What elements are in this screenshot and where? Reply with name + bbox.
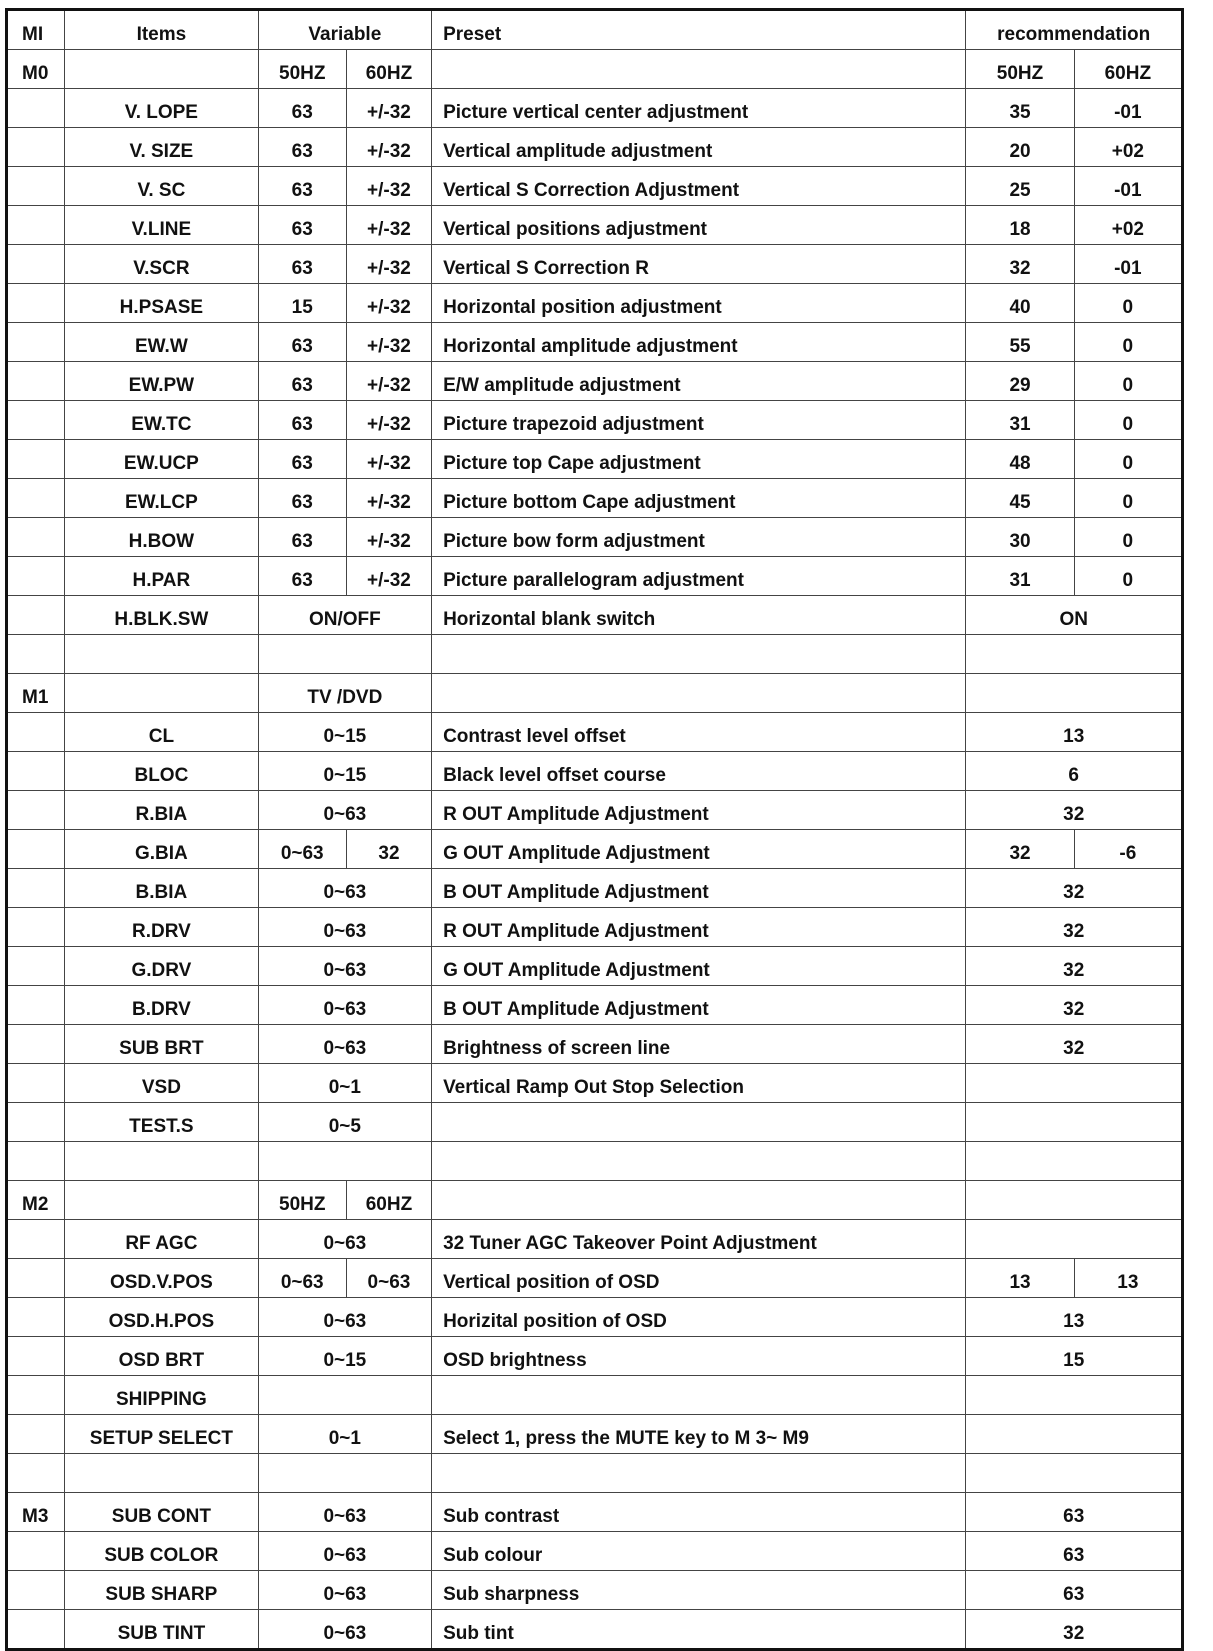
preset-cell: 32 Tuner AGC Takeover Point Adjustment xyxy=(432,1220,966,1259)
variable-cell: 0~63 xyxy=(258,1493,431,1532)
recommendation-60hz-cell: 0 xyxy=(1074,518,1182,557)
recommendation-cell xyxy=(966,674,1183,713)
recommendation-60hz-cell: -01 xyxy=(1074,89,1182,128)
item-cell: H.BLK.SW xyxy=(65,596,258,635)
table-row xyxy=(7,1454,1183,1493)
mode-cell xyxy=(7,1142,65,1181)
recommendation-cell xyxy=(966,1142,1183,1181)
table-row xyxy=(7,1337,1183,1376)
variable-50hz-cell: 63 xyxy=(258,440,346,479)
variable-cell xyxy=(258,635,431,674)
table-row xyxy=(7,362,1183,401)
item-cell: H.PSASE xyxy=(65,284,258,323)
variable-cell: 0~15 xyxy=(258,1337,431,1376)
variable-60hz-cell: +/-32 xyxy=(346,167,431,206)
variable-cell: 0~1 xyxy=(258,1064,431,1103)
preset-cell xyxy=(432,1454,966,1493)
variable-cell: 0~63 xyxy=(258,1025,431,1064)
item-cell xyxy=(65,1142,258,1181)
variable-50hz-cell: 63 xyxy=(258,479,346,518)
recommendation-50hz-cell: 31 xyxy=(966,401,1074,440)
preset-cell: E/W amplitude adjustment xyxy=(432,362,966,401)
variable-cell: 0~63 xyxy=(258,1220,431,1259)
preset-cell: Select 1, press the MUTE key to M 3~ M9 xyxy=(432,1415,966,1454)
table-row xyxy=(7,89,1183,128)
table-row xyxy=(7,752,1183,791)
preset-cell: Vertical positions adjustment xyxy=(432,206,966,245)
preset-cell: Vertical Ramp Out Stop Selection xyxy=(432,1064,966,1103)
recommendation-cell: 32 xyxy=(966,947,1183,986)
table-row xyxy=(7,1376,1183,1415)
preset-cell xyxy=(432,1142,966,1181)
variable-50hz-cell: 63 xyxy=(258,245,346,284)
variable-cell: 0~63 xyxy=(258,1610,431,1650)
variable-cell: 0~63 xyxy=(258,1532,431,1571)
recommendation-50hz-cell: 18 xyxy=(966,206,1074,245)
recommendation-60hz-cell: 0 xyxy=(1074,323,1182,362)
table-row xyxy=(7,1181,1183,1220)
mode-cell xyxy=(7,284,65,323)
header-items: Items xyxy=(65,10,258,50)
preset-cell: Brightness of screen line xyxy=(432,1025,966,1064)
preset-cell: Contrast level offset xyxy=(432,713,966,752)
preset-cell: G OUT Amplitude Adjustment xyxy=(432,830,966,869)
recommendation-cell: 13 xyxy=(966,1298,1183,1337)
recommendation-cell: ON xyxy=(966,596,1183,635)
variable-cell: TV /DVD xyxy=(258,674,431,713)
preset-cell: Picture bow form adjustment xyxy=(432,518,966,557)
table-row xyxy=(7,791,1183,830)
variable-60hz-cell: 60HZ xyxy=(346,1181,431,1220)
item-cell: SETUP SELECT xyxy=(65,1415,258,1454)
recommendation-cell: 13 xyxy=(966,713,1183,752)
recommendation-cell: 63 xyxy=(966,1571,1183,1610)
variable-60hz-cell: +/-32 xyxy=(346,323,431,362)
variable-60hz-cell: +/-32 xyxy=(346,362,431,401)
preset-cell: Sub colour xyxy=(432,1532,966,1571)
mode-cell xyxy=(7,752,65,791)
recommendation-50hz-cell: 20 xyxy=(966,128,1074,167)
variable-60hz-cell: +/-32 xyxy=(346,479,431,518)
variable-cell: 0~63 xyxy=(258,869,431,908)
preset-cell: B OUT Amplitude Adjustment xyxy=(432,986,966,1025)
item-cell: G.BIA xyxy=(65,830,258,869)
mode-cell: M0 xyxy=(7,50,65,89)
mode-cell xyxy=(7,362,65,401)
mode-cell xyxy=(7,1532,65,1571)
item-cell: EW.W xyxy=(65,323,258,362)
preset-cell: Picture bottom Cape adjustment xyxy=(432,479,966,518)
adjustment-table xyxy=(5,8,1184,1651)
preset-cell: Horizontal position adjustment xyxy=(432,284,966,323)
item-cell: V. SC xyxy=(65,167,258,206)
recommendation-50hz-cell: 29 xyxy=(966,362,1074,401)
item-cell: G.DRV xyxy=(65,947,258,986)
table-row xyxy=(7,128,1183,167)
variable-50hz-cell: 0~63 xyxy=(258,830,346,869)
mode-cell xyxy=(7,830,65,869)
variable-60hz-cell: +/-32 xyxy=(346,284,431,323)
variable-50hz-cell: 63 xyxy=(258,206,346,245)
preset-cell xyxy=(432,1376,966,1415)
table-row xyxy=(7,518,1183,557)
header-recommendation: recommendation xyxy=(966,10,1183,50)
item-cell: SUB SHARP xyxy=(65,1571,258,1610)
preset-cell: Picture trapezoid adjustment xyxy=(432,401,966,440)
mode-cell: M1 xyxy=(7,674,65,713)
table-row xyxy=(7,1103,1183,1142)
item-cell: OSD BRT xyxy=(65,1337,258,1376)
table-row xyxy=(7,440,1183,479)
recommendation-cell: 32 xyxy=(966,1610,1183,1650)
item-cell: CL xyxy=(65,713,258,752)
variable-50hz-cell: 0~63 xyxy=(258,1259,346,1298)
variable-60hz-cell: +/-32 xyxy=(346,245,431,284)
recommendation-50hz-cell: 31 xyxy=(966,557,1074,596)
table-row xyxy=(7,557,1183,596)
recommendation-cell xyxy=(966,1415,1183,1454)
table-row xyxy=(7,1298,1183,1337)
recommendation-cell xyxy=(966,1064,1183,1103)
recommendation-cell xyxy=(966,635,1183,674)
recommendation-cell: 32 xyxy=(966,791,1183,830)
recommendation-cell: 63 xyxy=(966,1532,1183,1571)
mode-cell xyxy=(7,206,65,245)
table-row xyxy=(7,713,1183,752)
variable-cell: 0~63 xyxy=(258,1571,431,1610)
recommendation-50hz-cell: 40 xyxy=(966,284,1074,323)
mode-cell xyxy=(7,557,65,596)
mode-cell xyxy=(7,245,65,284)
table-row xyxy=(7,479,1183,518)
item-cell: OSD.V.POS xyxy=(65,1259,258,1298)
recommendation-cell xyxy=(966,1454,1183,1493)
preset-cell: Sub contrast xyxy=(432,1493,966,1532)
recommendation-50hz-cell: 13 xyxy=(966,1259,1074,1298)
preset-cell: Horizital position of OSD xyxy=(432,1298,966,1337)
preset-cell xyxy=(432,50,966,89)
preset-cell: Vertical S Correction Adjustment xyxy=(432,167,966,206)
item-cell: B.DRV xyxy=(65,986,258,1025)
variable-60hz-cell: +/-32 xyxy=(346,518,431,557)
header-mi: MI xyxy=(7,10,65,50)
recommendation-60hz-cell: 0 xyxy=(1074,557,1182,596)
item-cell: SUB COLOR xyxy=(65,1532,258,1571)
preset-cell: OSD brightness xyxy=(432,1337,966,1376)
item-cell xyxy=(65,1454,258,1493)
recommendation-cell xyxy=(966,1103,1183,1142)
table-row xyxy=(7,1220,1183,1259)
item-cell: B.BIA xyxy=(65,869,258,908)
recommendation-60hz-cell: -01 xyxy=(1074,245,1182,284)
mode-cell xyxy=(7,1298,65,1337)
preset-cell: Vertical amplitude adjustment xyxy=(432,128,966,167)
recommendation-50hz-cell: 32 xyxy=(966,245,1074,284)
item-cell xyxy=(65,1181,258,1220)
variable-50hz-cell: 63 xyxy=(258,167,346,206)
variable-50hz-cell: 15 xyxy=(258,284,346,323)
item-cell: V. SIZE xyxy=(65,128,258,167)
variable-cell xyxy=(258,1454,431,1493)
variable-50hz-cell: 50HZ xyxy=(258,50,346,89)
table-row xyxy=(7,1259,1183,1298)
item-cell: V. LOPE xyxy=(65,89,258,128)
variable-60hz-cell: 60HZ xyxy=(346,50,431,89)
preset-cell xyxy=(432,635,966,674)
table-row xyxy=(7,674,1183,713)
variable-60hz-cell: +/-32 xyxy=(346,557,431,596)
variable-cell: 0~63 xyxy=(258,986,431,1025)
preset-cell: Picture parallelogram adjustment xyxy=(432,557,966,596)
mode-cell xyxy=(7,401,65,440)
preset-cell xyxy=(432,1181,966,1220)
recommendation-cell: 32 xyxy=(966,1025,1183,1064)
preset-cell: Horizontal amplitude adjustment xyxy=(432,323,966,362)
recommendation-60hz-cell: -6 xyxy=(1074,830,1182,869)
preset-cell: Picture vertical center adjustment xyxy=(432,89,966,128)
table-row xyxy=(7,1064,1183,1103)
variable-60hz-cell: +/-32 xyxy=(346,401,431,440)
variable-cell: 0~63 xyxy=(258,908,431,947)
variable-cell: 0~1 xyxy=(258,1415,431,1454)
mode-cell xyxy=(7,1454,65,1493)
variable-50hz-cell: 63 xyxy=(258,401,346,440)
recommendation-50hz-cell: 30 xyxy=(966,518,1074,557)
table-row xyxy=(7,284,1183,323)
preset-cell xyxy=(432,1103,966,1142)
table-row xyxy=(7,908,1183,947)
item-cell: R.BIA xyxy=(65,791,258,830)
mode-cell xyxy=(7,908,65,947)
preset-cell: Vertical S Correction R xyxy=(432,245,966,284)
mode-cell xyxy=(7,89,65,128)
item-cell: TEST.S xyxy=(65,1103,258,1142)
recommendation-cell xyxy=(966,1181,1183,1220)
mode-cell xyxy=(7,1337,65,1376)
item-cell: H.PAR xyxy=(65,557,258,596)
table-row xyxy=(7,869,1183,908)
mode-cell xyxy=(7,713,65,752)
table-row xyxy=(7,1532,1183,1571)
mode-cell: M3 xyxy=(7,1493,65,1532)
recommendation-60hz-cell: 0 xyxy=(1074,284,1182,323)
recommendation-50hz-cell: 35 xyxy=(966,89,1074,128)
recommendation-60hz-cell: 60HZ xyxy=(1074,50,1182,89)
recommendation-60hz-cell: +02 xyxy=(1074,128,1182,167)
table-row xyxy=(7,947,1183,986)
variable-60hz-cell: +/-32 xyxy=(346,206,431,245)
table-row xyxy=(7,830,1183,869)
mode-cell xyxy=(7,1610,65,1650)
recommendation-cell: 6 xyxy=(966,752,1183,791)
recommendation-60hz-cell: 0 xyxy=(1074,362,1182,401)
mode-cell: M2 xyxy=(7,1181,65,1220)
header-row xyxy=(7,10,1183,50)
table-row xyxy=(7,1025,1183,1064)
recommendation-50hz-cell: 50HZ xyxy=(966,50,1074,89)
preset-cell xyxy=(432,674,966,713)
table-row xyxy=(7,1142,1183,1181)
table-row xyxy=(7,245,1183,284)
variable-50hz-cell: 50HZ xyxy=(258,1181,346,1220)
preset-cell: Vertical position of OSD xyxy=(432,1259,966,1298)
mode-cell xyxy=(7,869,65,908)
mode-cell xyxy=(7,986,65,1025)
variable-50hz-cell: 63 xyxy=(258,557,346,596)
variable-50hz-cell: 63 xyxy=(258,128,346,167)
mode-cell xyxy=(7,1220,65,1259)
mode-cell xyxy=(7,947,65,986)
recommendation-cell xyxy=(966,1220,1183,1259)
mode-cell xyxy=(7,479,65,518)
recommendation-cell: 32 xyxy=(966,869,1183,908)
recommendation-50hz-cell: 55 xyxy=(966,323,1074,362)
table-row xyxy=(7,50,1183,89)
variable-cell: 0~63 xyxy=(258,791,431,830)
mode-cell xyxy=(7,1025,65,1064)
item-cell: EW.LCP xyxy=(65,479,258,518)
mode-cell xyxy=(7,1103,65,1142)
mode-cell xyxy=(7,1064,65,1103)
item-cell: SUB BRT xyxy=(65,1025,258,1064)
variable-60hz-cell: +/-32 xyxy=(346,128,431,167)
header-preset: Preset xyxy=(432,10,966,50)
mode-cell xyxy=(7,323,65,362)
preset-cell: Sub tint xyxy=(432,1610,966,1650)
item-cell: R.DRV xyxy=(65,908,258,947)
mode-cell xyxy=(7,167,65,206)
preset-cell: Horizontal blank switch xyxy=(432,596,966,635)
variable-cell: 0~63 xyxy=(258,947,431,986)
table-row xyxy=(7,323,1183,362)
preset-cell: Sub sharpness xyxy=(432,1571,966,1610)
recommendation-cell: 15 xyxy=(966,1337,1183,1376)
recommendation-60hz-cell: +02 xyxy=(1074,206,1182,245)
mode-cell xyxy=(7,440,65,479)
mode-cell xyxy=(7,1571,65,1610)
recommendation-60hz-cell: 13 xyxy=(1074,1259,1182,1298)
mode-cell xyxy=(7,635,65,674)
table-row xyxy=(7,986,1183,1025)
table-row xyxy=(7,1415,1183,1454)
recommendation-50hz-cell: 32 xyxy=(966,830,1074,869)
preset-cell: Picture top Cape adjustment xyxy=(432,440,966,479)
mode-cell xyxy=(7,596,65,635)
variable-60hz-cell: 0~63 xyxy=(346,1259,431,1298)
recommendation-60hz-cell: 0 xyxy=(1074,440,1182,479)
variable-cell xyxy=(258,1376,431,1415)
variable-cell: 0~15 xyxy=(258,752,431,791)
variable-60hz-cell: +/-32 xyxy=(346,440,431,479)
variable-50hz-cell: 63 xyxy=(258,323,346,362)
recommendation-60hz-cell: 0 xyxy=(1074,479,1182,518)
preset-cell: Black level offset course xyxy=(432,752,966,791)
mode-cell xyxy=(7,518,65,557)
variable-60hz-cell: +/-32 xyxy=(346,89,431,128)
item-cell: H.BOW xyxy=(65,518,258,557)
recommendation-cell: 32 xyxy=(966,908,1183,947)
item-cell: SHIPPING xyxy=(65,1376,258,1415)
item-cell: SUB CONT xyxy=(65,1493,258,1532)
recommendation-cell: 32 xyxy=(966,986,1183,1025)
table-row xyxy=(7,1493,1183,1532)
item-cell: SUB TINT xyxy=(65,1610,258,1650)
variable-cell: 0~15 xyxy=(258,713,431,752)
variable-cell: ON/OFF xyxy=(258,596,431,635)
item-cell: OSD.H.POS xyxy=(65,1298,258,1337)
table-row xyxy=(7,1610,1183,1650)
mode-cell xyxy=(7,1415,65,1454)
recommendation-50hz-cell: 48 xyxy=(966,440,1074,479)
item-cell xyxy=(65,50,258,89)
table-row xyxy=(7,635,1183,674)
recommendation-50hz-cell: 25 xyxy=(966,167,1074,206)
preset-cell: R OUT Amplitude Adjustment xyxy=(432,908,966,947)
table-row xyxy=(7,596,1183,635)
recommendation-cell: 63 xyxy=(966,1493,1183,1532)
mode-cell xyxy=(7,791,65,830)
table-row xyxy=(7,1571,1183,1610)
item-cell: RF AGC xyxy=(65,1220,258,1259)
variable-50hz-cell: 63 xyxy=(258,518,346,557)
mode-cell xyxy=(7,1376,65,1415)
mode-cell xyxy=(7,128,65,167)
recommendation-cell xyxy=(966,1376,1183,1415)
item-cell: BLOC xyxy=(65,752,258,791)
item-cell xyxy=(65,635,258,674)
mode-cell xyxy=(7,1259,65,1298)
variable-cell: 0~63 xyxy=(258,1298,431,1337)
item-cell: EW.TC xyxy=(65,401,258,440)
item-cell: V.LINE xyxy=(65,206,258,245)
recommendation-60hz-cell: 0 xyxy=(1074,401,1182,440)
variable-cell: 0~5 xyxy=(258,1103,431,1142)
item-cell: VSD xyxy=(65,1064,258,1103)
preset-cell: R OUT Amplitude Adjustment xyxy=(432,791,966,830)
recommendation-60hz-cell: -01 xyxy=(1074,167,1182,206)
header-variable: Variable xyxy=(258,10,431,50)
variable-50hz-cell: 63 xyxy=(258,89,346,128)
preset-cell: B OUT Amplitude Adjustment xyxy=(432,869,966,908)
recommendation-50hz-cell: 45 xyxy=(966,479,1074,518)
preset-cell: G OUT Amplitude Adjustment xyxy=(432,947,966,986)
variable-60hz-cell: 32 xyxy=(346,830,431,869)
table-row xyxy=(7,401,1183,440)
table-row xyxy=(7,206,1183,245)
variable-50hz-cell: 63 xyxy=(258,362,346,401)
item-cell: EW.PW xyxy=(65,362,258,401)
item-cell: V.SCR xyxy=(65,245,258,284)
variable-cell xyxy=(258,1142,431,1181)
item-cell xyxy=(65,674,258,713)
table-row xyxy=(7,167,1183,206)
item-cell: EW.UCP xyxy=(65,440,258,479)
